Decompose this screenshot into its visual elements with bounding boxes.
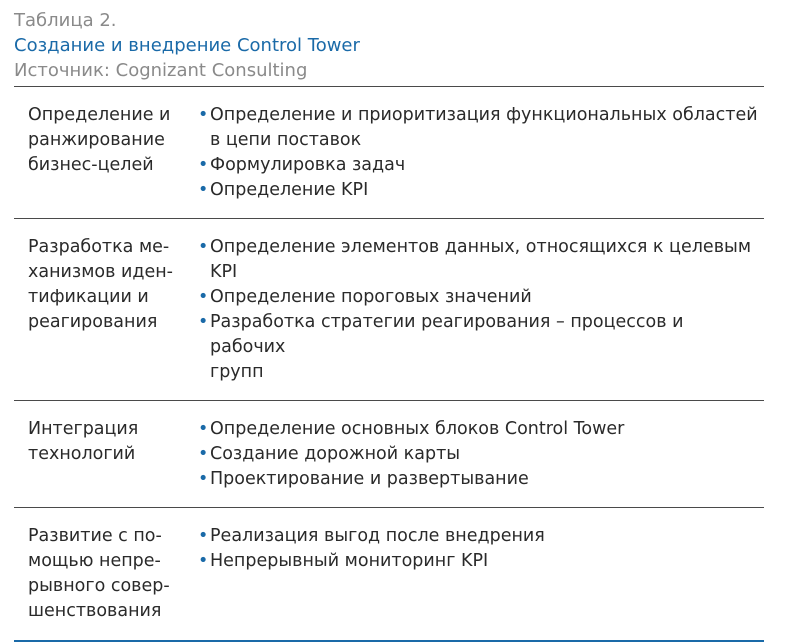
list-item — [198, 442, 764, 467]
row-items-list — [182, 103, 764, 203]
row-label: Разработка ме- ханизмов иден- тификации и реагирования — [28, 237, 173, 332]
bullet-icon: • — [198, 155, 209, 175]
table-row — [14, 401, 764, 508]
bullet-icon: • — [198, 180, 209, 200]
steps-table — [14, 86, 764, 642]
list-item — [198, 467, 764, 492]
list-item-text: Непрерывный мониторинг KPI — [210, 551, 489, 571]
list-item — [198, 235, 764, 285]
list-item-text: Определение основных блоков Control Tower — [210, 419, 625, 439]
bullet-icon: • — [198, 312, 209, 332]
table-source: Источник: Cognizant Consulting — [14, 60, 308, 81]
table-row — [14, 508, 764, 642]
list-item — [198, 310, 764, 385]
list-item — [198, 417, 764, 442]
bullet-icon: • — [198, 287, 209, 307]
row-items-list — [182, 235, 764, 385]
list-item-text: Определение элементов данных, относящихся к целевым KPI — [210, 237, 752, 282]
bullet-icon: • — [198, 444, 209, 464]
list-item-text: Определение и приоритизация функциональных областей в цепи поставок — [210, 105, 758, 150]
bullet-icon: • — [198, 469, 209, 489]
row-items-list — [182, 524, 764, 624]
list-item — [198, 524, 764, 549]
list-item-text: Проектирование и развертывание — [210, 469, 529, 489]
row-items-list — [182, 417, 764, 492]
row-label: Интеграция технологий — [28, 419, 139, 464]
list-item — [198, 178, 764, 203]
bullet-icon: • — [198, 526, 209, 546]
table-number: Таблица 2. — [14, 10, 117, 31]
list-item-text: Разработка стратегии реагирования – процессов и рабочих групп — [210, 312, 684, 382]
list-item — [198, 549, 764, 574]
table-title: Создание и внедрение Control Tower — [14, 35, 360, 56]
bullet-icon: • — [198, 551, 209, 571]
list-item-text: Формулировка задач — [210, 155, 406, 175]
row-label: Развитие с по- мощью непре- рывного совер- шенствования — [28, 526, 170, 621]
bullet-icon: • — [198, 419, 209, 439]
list-item-text: Реализация выгод после внедрения — [210, 526, 545, 546]
row-label: Определение и ранжирование бизнес-целей — [28, 105, 171, 175]
list-item — [198, 285, 764, 310]
list-item — [198, 103, 764, 153]
list-item-text: Определение пороговых значений — [210, 287, 532, 307]
bullet-icon: • — [198, 237, 209, 257]
table-caption — [14, 8, 774, 83]
list-item-text: Создание дорожной карты — [210, 444, 461, 464]
table-row — [14, 87, 764, 219]
table-row — [14, 219, 764, 401]
list-item-text: Определение KPI — [210, 180, 369, 200]
list-item — [198, 153, 764, 178]
bullet-icon: • — [198, 105, 209, 125]
